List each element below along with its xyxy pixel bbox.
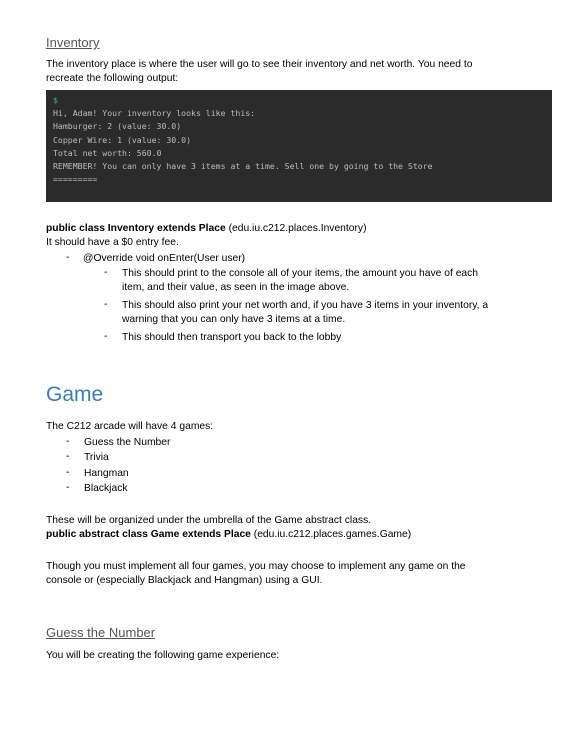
list-dash: - xyxy=(104,267,108,278)
console-line: Hamburger: 2 (value: 30.0) xyxy=(53,121,182,132)
list-dash: - xyxy=(66,467,70,478)
inventory-class-signature: public class Inventory extends Place xyxy=(46,223,226,234)
console-separator: ========= xyxy=(53,174,98,185)
game-heading: Game xyxy=(46,383,104,406)
list-dash: - xyxy=(104,299,108,310)
inventory-bullet-line: item, and their value, as seen in the image above. xyxy=(122,282,350,293)
game-list-item: Hangman xyxy=(84,468,129,479)
game-umbrella-line: These will be organized under the umbrella of the Game abstract class. xyxy=(46,515,372,526)
console-line: Hi, Adam! Your inventory looks like this: xyxy=(53,108,256,119)
console-line: REMEMBER! You can only have 3 items at a time. Sell one by going to the Store xyxy=(53,161,433,172)
game-list-item: Trivia xyxy=(84,452,109,463)
list-dash: - xyxy=(66,451,70,462)
game-list-item: Guess the Number xyxy=(84,437,171,448)
list-dash: - xyxy=(66,252,70,263)
game-class-path: (edu.iu.c212.places.games.Game) xyxy=(250,529,412,540)
guess-heading: Guess the Number xyxy=(46,625,156,640)
inventory-class-path: (edu.iu.c212.places.Inventory) xyxy=(225,223,367,234)
inventory-heading: Inventory xyxy=(46,35,100,50)
inventory-method: @Override void onEnter(User user) xyxy=(83,253,246,264)
game-list-item: Blackjack xyxy=(84,483,128,494)
inventory-class-declaration xyxy=(46,222,546,236)
list-dash: - xyxy=(66,482,70,493)
game-note-line1: Though you must implement all four games, you may choose to implement any game on the xyxy=(46,561,466,572)
inventory-bullet-line: This should print to the console all of your items, the amount you have of each xyxy=(122,268,479,279)
guess-intro: You will be creating the following game experience: xyxy=(46,650,280,661)
list-dash: - xyxy=(66,436,70,447)
inventory-intro-line2: recreate the following output: xyxy=(46,73,179,84)
console-line: Copper Wire: 1 (value: 30.0) xyxy=(53,134,192,145)
game-intro: The C212 arcade will have 4 games: xyxy=(46,421,214,432)
game-note-line2: console or (especially Blackjack and Hangman) using a GUI. xyxy=(46,575,323,586)
inventory-bullet-line: warning that you can only have 3 items at a time. xyxy=(122,314,346,325)
inventory-fee-line: It should have a $0 entry fee. xyxy=(46,237,179,248)
console-output xyxy=(46,90,552,202)
game-class-signature: public abstract class Game extends Place xyxy=(46,529,251,540)
game-class-declaration xyxy=(46,528,546,542)
inventory-bullet-line: This should also print your net worth and, if you have 3 items in your inventory, a xyxy=(122,300,489,311)
list-dash: - xyxy=(104,331,108,342)
console-line: Total net worth: 560.0 xyxy=(53,147,162,158)
inventory-intro-line1: The inventory place is where the user will go to see their inventory and net worth. You need to xyxy=(46,59,473,70)
inventory-bullet-line: This should then transport you back to the lobby xyxy=(122,332,342,343)
console-prompt: $ xyxy=(53,95,58,105)
